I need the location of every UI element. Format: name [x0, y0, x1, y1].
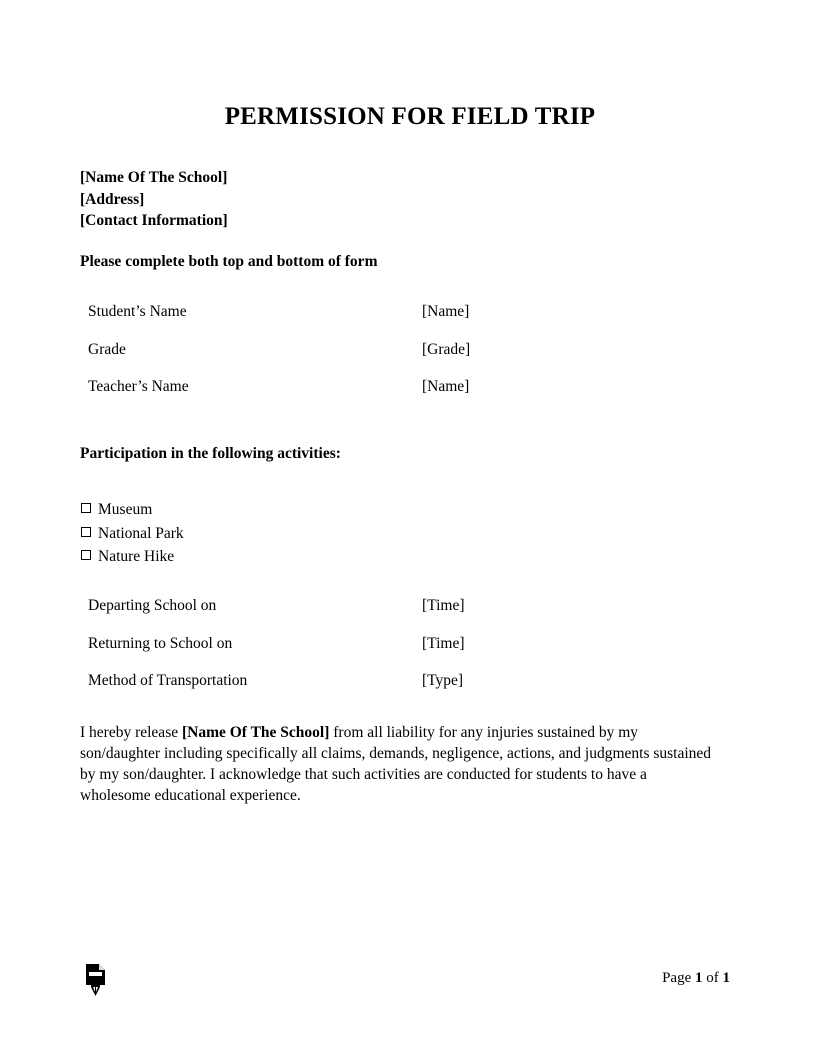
page-middle-label: of: [702, 970, 723, 986]
returning-school-value[interactable]: [Time]: [422, 634, 465, 652]
form-instruction: Please complete both top and bottom of form: [80, 253, 378, 270]
departing-school-value[interactable]: [Time]: [422, 597, 465, 614]
document-pen-nib-icon: [84, 963, 108, 999]
activities-checkbox-list: [81, 498, 184, 569]
school-contact-line: [Contact Information]: [80, 212, 228, 229]
table-row: [88, 341, 728, 379]
list-item[interactable]: [81, 498, 184, 522]
checkbox-empty-icon[interactable]: [81, 503, 91, 513]
page-prefix-label: Page: [662, 970, 695, 986]
page-total-number: 1: [722, 970, 730, 986]
release-text-part2: from all liability for any injuries sustained by my son/daughter including specifically all claims, demands, negligence, actions, and judgments sustained by my son/daughter. I acknowledge that such activities are conducted for students to have a wholesome educational experience.: [80, 724, 712, 804]
activity-label-national-park: National Park: [98, 524, 184, 542]
activity-label-museum: Museum: [98, 501, 153, 518]
teacher-name-label: Teacher’s Name: [88, 378, 189, 396]
school-info-block: [80, 167, 228, 232]
activity-label-nature-hike: Nature Hike: [98, 548, 175, 565]
student-name-value[interactable]: [Name]: [422, 303, 470, 320]
trip-details-table: [88, 597, 728, 710]
student-name-label: Student’s Name: [88, 303, 187, 320]
student-info-table: [88, 303, 728, 416]
returning-school-label: Returning to School on: [88, 634, 233, 652]
checkbox-empty-icon[interactable]: [81, 550, 91, 560]
release-paragraph: [80, 722, 716, 806]
page-number-footer: [430, 970, 730, 987]
teacher-name-value[interactable]: [Name]: [422, 378, 470, 396]
page-current-number: 1: [695, 970, 703, 986]
list-item[interactable]: [81, 522, 184, 546]
activities-heading: Participation in the following activities:: [80, 445, 341, 462]
school-name-line: [Name Of The School]: [80, 169, 228, 186]
list-item[interactable]: [81, 545, 184, 569]
transportation-method-value[interactable]: [Type]: [422, 672, 464, 690]
transportation-method-label: Method of Transportation: [88, 672, 248, 690]
school-address-line: [Address]: [80, 190, 145, 208]
table-row: [88, 672, 728, 710]
checkbox-empty-icon[interactable]: [81, 527, 91, 537]
grade-label: Grade: [88, 340, 126, 358]
departing-school-label: Departing School on: [88, 597, 217, 614]
table-row: [88, 597, 728, 635]
page-title: PERMISSION FOR FIELD TRIP: [224, 103, 596, 130]
release-text-part1: I hereby release: [80, 724, 182, 741]
table-row: [88, 303, 728, 341]
table-row: [88, 378, 728, 416]
release-school-placeholder: [Name Of The School]: [181, 724, 330, 741]
table-row: [88, 635, 728, 673]
grade-value[interactable]: [Grade]: [422, 340, 471, 358]
